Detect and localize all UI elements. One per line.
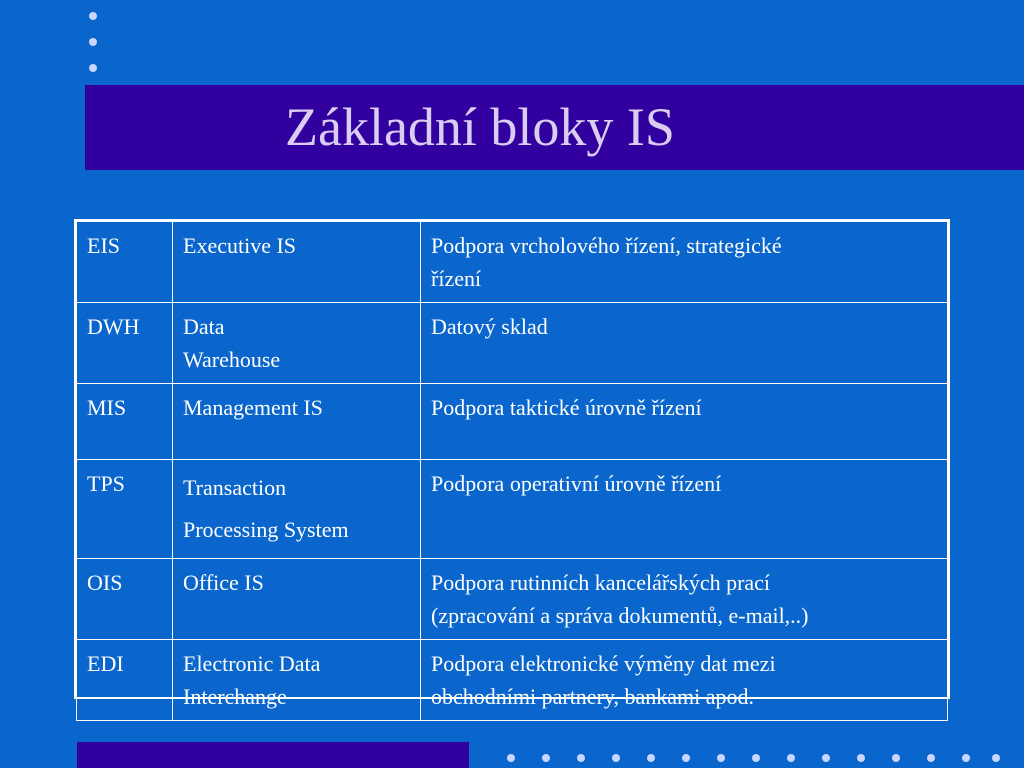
decorative-dot [577, 754, 585, 762]
description-text: Podpora elektronické výměny dat mezi obchodními partnery, bankami apod. [431, 650, 776, 709]
abbr-text: EDI [87, 650, 124, 676]
table-cell-description [421, 558, 948, 639]
table-cell-abbr [77, 639, 173, 720]
table-cell-name [173, 460, 421, 559]
decorative-dot [992, 754, 1000, 762]
table-cell-name [173, 558, 421, 639]
name-text: Management IS [183, 395, 323, 420]
table-row [77, 384, 948, 460]
table-cell-abbr [77, 222, 173, 303]
table-cell-description [421, 639, 948, 720]
decorative-dot [89, 12, 97, 20]
table-row [77, 460, 948, 559]
slide-title: Základní bloky IS [285, 97, 675, 157]
description-text: Podpora rutinních kancelářských prací (zpracování a správa dokumentů, e-mail,..) [431, 569, 809, 628]
decorative-dot [507, 754, 515, 762]
table-cell-name [173, 222, 421, 303]
name-text: Data Warehouse [183, 314, 281, 372]
is-blocks-table-grid [76, 221, 948, 721]
decorative-dots-horizontal [505, 754, 1005, 764]
decorative-dots-vertical [88, 12, 98, 76]
name-text: Transaction Processing System [183, 475, 349, 542]
table-cell-abbr [77, 384, 173, 460]
decorative-dot [542, 754, 550, 762]
table-row [77, 303, 948, 384]
table-cell-description [421, 222, 948, 303]
table-row [77, 558, 948, 639]
table-cell-description [421, 384, 948, 460]
table-cell-name [173, 384, 421, 460]
decorative-dot [787, 754, 795, 762]
decorative-dot [857, 754, 865, 762]
table-row [77, 639, 948, 720]
abbr-text: OIS [87, 569, 123, 595]
title-bar [85, 85, 1024, 170]
decorative-dot [612, 754, 620, 762]
name-text: Office IS [183, 569, 264, 595]
description-text: Podpora vrcholového řízení, strategické řízení [431, 233, 782, 291]
table-row [77, 222, 948, 303]
description-text: Podpora operativní úrovně řízení [431, 471, 722, 496]
table-cell-description [421, 303, 948, 384]
abbr-text: DWH [87, 314, 140, 339]
abbr-text: MIS [87, 395, 127, 420]
name-text: Executive IS [183, 233, 297, 258]
description-text: Podpora taktické úrovně řízení [431, 395, 702, 420]
table-cell-name [173, 303, 421, 384]
table-cell-abbr [77, 460, 173, 559]
table-cell-abbr [77, 558, 173, 639]
table-cell-abbr [77, 303, 173, 384]
decorative-dot [89, 38, 97, 46]
table-cell-description [421, 460, 948, 559]
name-text: Electronic Data Interchange [183, 650, 321, 709]
decorative-dot [89, 64, 97, 72]
footer-bar [77, 742, 469, 768]
decorative-dot [822, 754, 830, 762]
decorative-dot [647, 754, 655, 762]
decorative-dot [962, 754, 970, 762]
decorative-dot [892, 754, 900, 762]
abbr-text: EIS [87, 233, 120, 258]
decorative-dot [752, 754, 760, 762]
description-text: Datový sklad [431, 314, 548, 339]
decorative-dot [927, 754, 935, 762]
is-blocks-table [74, 219, 950, 709]
table-cell-name [173, 639, 421, 720]
decorative-dot [682, 754, 690, 762]
decorative-dot [717, 754, 725, 762]
abbr-text: TPS [87, 471, 125, 496]
